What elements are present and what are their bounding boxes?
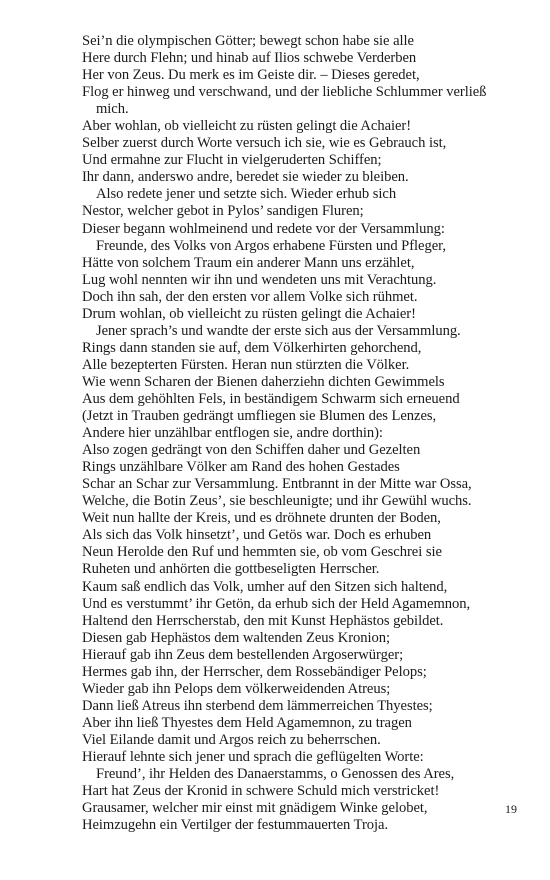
verse-line: Hierauf lehnte sich jener und sprach die geflügelten Worte: (82, 748, 424, 765)
verse-line: Schar an Schar zur Versammlung. Entbrannt in der Mitte war Ossa, (82, 476, 472, 493)
verse-line: Hätte von solchem Traum ein anderer Mann uns erzählet, (82, 254, 415, 271)
verse-line: Also redete jener und setzte sich. Wieder erhub sich (96, 186, 397, 203)
verse-line: Grausamer, welcher mir einst mit gnädigem Winke gelobet, (82, 800, 428, 817)
verse-line: Sei’n die olympischen Götter; bewegt schon habe sie alle (82, 33, 414, 49)
verse-line: Haltend den Herrscherstab, den mit Kunst Hephästos gebildet. (82, 612, 444, 629)
verse-line: Wie wenn Scharen der Bienen daherziehn dichten Gewimmels (82, 373, 445, 390)
verse-line: Alle bezepterten Fürsten. Heran nun stürzten die Völker. (82, 356, 410, 373)
verse-line: Rings unzählbare Völker am Rand des hohen Gestades (82, 459, 400, 476)
verse-line: Aus dem gehöhlten Fels, in beständigem Schwarm sich erneuend (82, 390, 460, 407)
verse-line: Jener sprach’s und wandte der erste sich aus der Versammlung. (96, 322, 461, 339)
verse-line: Her von Zeus. Du merk es im Geiste dir. – Dieses geredet, (82, 67, 420, 84)
verse-line: Diesen gab Hephästos dem waltenden Zeus Kronion; (82, 629, 391, 646)
verse-line: Also zogen gedrängt von den Schiffen daher und Gezelten (82, 442, 421, 459)
verse-line: Welche, die Botin Zeus’, sie beschleunigte; und ihr Gewühl wuchs. (82, 493, 472, 510)
verse-line: Aber wohlan, ob vielleicht zu rüsten gelingt die Achaier! (82, 118, 412, 135)
verse-line: Dann ließ Atreus ihn sterbend dem lämmerreichen Thyestes; (82, 697, 433, 714)
verse-line: Doch ihn sah, der den ersten vor allem Volke sich rühmet. (82, 288, 418, 305)
verse-line: Aber ihn ließ Thyestes dem Held Agamemnon, zu tragen (82, 714, 412, 731)
verse-line: Here durch Flehn; und hinab auf Ilios schwebe Verderben (82, 50, 417, 67)
verse-line: Heimzugehn ein Vertilger der festummauerten Troja. (82, 817, 389, 834)
verse-line: Ihr dann, anderswo andre, beredet sie wieder zu bleiben. (82, 169, 409, 186)
verse-line: Kaum saß endlich das Volk, umher auf den Sitzen sich haltend, (82, 578, 448, 595)
verse-line: Lug wohl nennten wir ihn und wendeten uns mit Verachtung. (82, 271, 437, 288)
verse-line: Hart hat Zeus der Kronid in schwere Schuld mich verstricket! (82, 783, 440, 800)
verse-line: Drum wohlan, ob vielleicht zu rüsten gelingt die Achaier! (82, 305, 416, 322)
verse-line: mich. (96, 101, 129, 118)
verse-line: Weit nun hallte der Kreis, und es dröhnete drunten der Boden, (82, 510, 441, 527)
verse-text-block (82, 33, 522, 834)
verse-line: Flog er hinweg und verschwand, und der liebliche Schlummer verließ (82, 84, 487, 101)
verse-line: Neun Herolde den Ruf und hemmten sie, ob vom Geschrei sie (82, 544, 442, 561)
verse-line: Wieder gab ihn Pelops dem völkerweidenden Atreus; (82, 680, 391, 697)
verse-line: Freunde, des Volks von Argos erhabene Fürsten und Pfleger, (96, 237, 446, 254)
verse-line: Hermes gab ihn, der Herrscher, dem Rossebändiger Pelops; (82, 663, 427, 680)
verse-line: Selber zuerst durch Worte versuch ich sie, wie es Gebrauch ist, (82, 135, 447, 152)
verse-line: Ruheten und anhörten die gottbeseligten Herrscher. (82, 561, 380, 578)
page-number: 19 (505, 802, 517, 816)
verse-line: Viel Eilande damit und Argos reich zu beherrschen. (82, 731, 381, 748)
verse-line: Und ermahne zur Flucht in vielgeruderten Schiffen; (82, 152, 382, 169)
verse-line: Andere hier unzählbar entflogen sie, andre dorthin): (82, 425, 383, 442)
verse-line: Nestor, welcher gebot in Pylos’ sandigen Fluren; (82, 203, 364, 220)
verse-line: Hierauf gab ihn Zeus dem bestellenden Argoserwürger; (82, 646, 404, 663)
verse-line: (Jetzt in Trauben gedrängt umfliegen sie Blumen des Lenzes, (82, 408, 437, 425)
verse-line: Dieser begann wohlmeinend und redete vor der Versammlung: (82, 220, 445, 237)
verse-line: Und es verstummt’ ihr Getön, da erhub sich der Held Agamemnon, (82, 595, 471, 612)
verse-line: Rings dann standen sie auf, dem Völkerhirten gehorchend, (82, 339, 422, 356)
verse-line: Freund’, ihr Helden des Danaerstamms, o Genossen des Ares, (96, 766, 455, 783)
verse-line: Als sich das Volk hinsetzt’, und Getös war. Doch es erhuben (82, 527, 432, 544)
